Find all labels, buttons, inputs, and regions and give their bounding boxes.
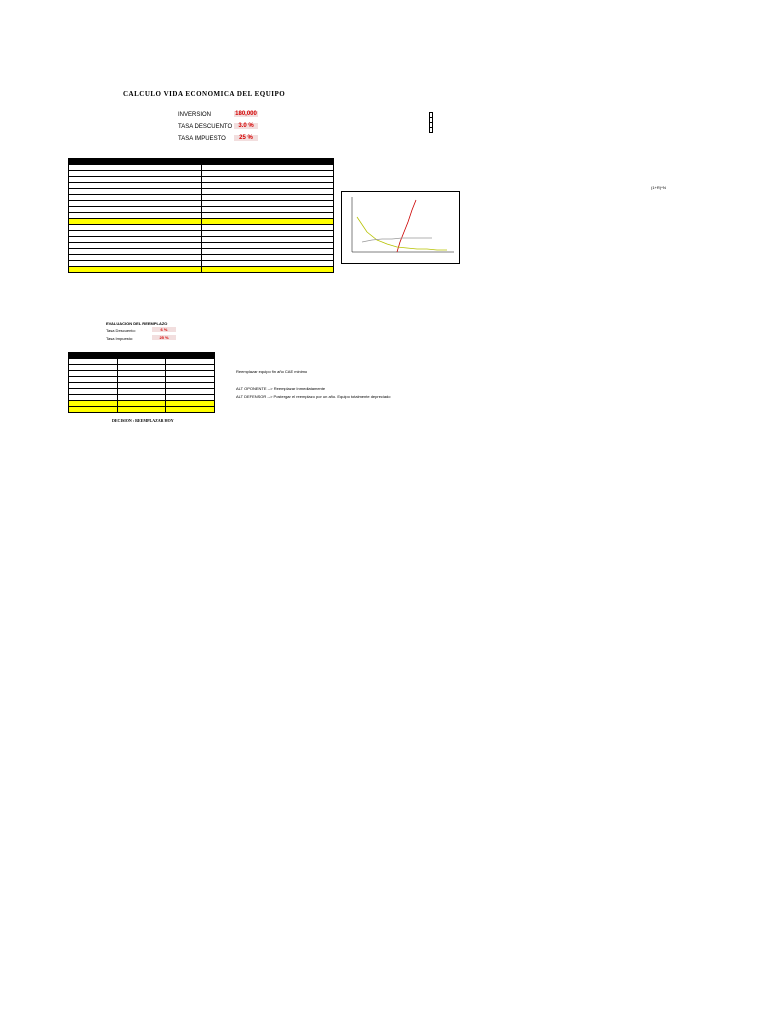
tasa-descuento-label: TASA DESCUENTO: [178, 124, 233, 130]
eval-tasa-descuento-label: Tasa Descuento:: [106, 328, 136, 333]
note-3: ALT DEFENSOR --> Postergar el reemplazo por un año. Equipo totalmente depreciado: [236, 394, 391, 399]
side-table: [476, 190, 478, 214]
eval-tasa-impuesto-value[interactable]: 25 %: [152, 335, 176, 340]
side-table-header: (1+R)^N: [651, 185, 666, 190]
note-2: ALT OPONENTE --> Reemplazar Inmediatamente: [236, 386, 326, 391]
tasa-descuento-value[interactable]: 3.0 %: [234, 123, 258, 129]
decision-text: DECISION : REEMPLAZAR HOY: [112, 418, 174, 423]
tasa-impuesto-value[interactable]: 25 %: [234, 135, 258, 141]
top-right-table: [429, 112, 433, 133]
tasa-impuesto-label: TASA IMPUESTO: [178, 136, 226, 142]
eval-table: [68, 352, 215, 413]
sheet-title: CALCULO VIDA ECONOMICA DEL EQUIPO: [123, 90, 286, 98]
yellow-series-line: [357, 217, 447, 250]
eval-tasa-impuesto-label: Tasa Impuesto:: [106, 336, 134, 341]
inversion-value[interactable]: 180,000: [235, 111, 257, 117]
chart-area: [341, 191, 460, 264]
red-series-line: [397, 200, 416, 252]
chart-svg: [342, 192, 459, 263]
main-table: [68, 158, 334, 273]
eval-tasa-descuento-value[interactable]: 6 %: [152, 327, 176, 332]
note-1: Reemplazar equipo fin año CAE minimo: [236, 369, 308, 374]
gray-series-line: [362, 238, 432, 242]
evaluacion-heading: EVALUACION DEL REEMPLAZO: [106, 321, 168, 326]
inversion-label: INVERSION: [178, 112, 212, 118]
